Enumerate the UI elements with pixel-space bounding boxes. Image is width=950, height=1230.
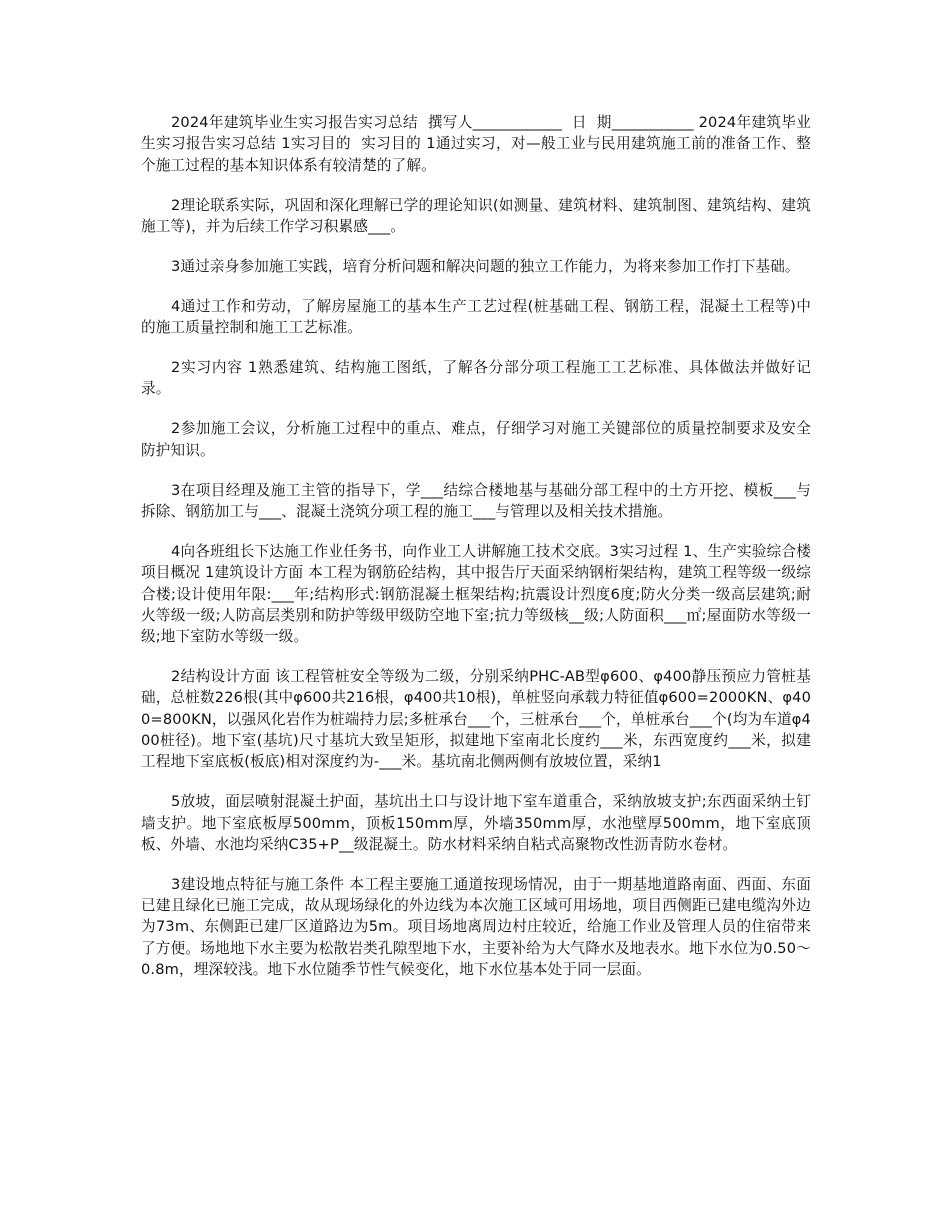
paragraph: 2结构设计方面 该工程管桩安全等级为二级，分别采纳PHC-AB型φ600、φ400静压预应力管桩基础，总桩数226根(其中φ600共216根，φ400共10根)，单桩竖向承载力特征值φ600=2000KN、φ400=800KN，以强风化岩作为桩端持力层;多桩承台___个，三桩承台___个，单桩承台___个(均为车道φ400桩径)。地下室(基坑)尺寸基坑大致呈矩形，拟建地下室南北长度约___米，东西宽度约___米，拟建工程地下室底板(板底)相对深度约为-___米。基坑南北侧两侧有放坡位置，采纳1 (141, 668, 811, 771)
paragraph: 2实习内容 1熟悉建筑、结构施工图纸，了解各分部分项工程施工工艺标准、具体做法并做好记录。 (141, 359, 811, 398)
paragraph: 3通过亲身参加施工实践，培育分析问题和解决问题的独立工作能力，为将来参加工作打下基础。 (171, 257, 800, 275)
paragraph-intro: 2024年建筑毕业生实习报告实习总结 撰写人____________ 日 期___________ 2024年建筑毕业生实习报告实习总结 1实习目的 实习目的 1通过实习，对—般工业与民用建筑施工前的准备工作、整个施工过程的基本知识体系有较清楚的了解。 (141, 114, 811, 174)
paragraph: 4向各班组长下达施工作业任务书，向作业工人讲解施工技术交底。3实习过程 1、生产实验综合楼项目概况 1建筑设计方面 本工程为钢筋砼结构，其中报告厅天面采纳钢桁架结构，建筑工程等级一级综合楼;设计使用年限:___年;结构形式:钢筋混凝土框架结构;抗震设计烈度6度;防火分类一级高层建筑;耐火等级一级;人防高层类别和防护等级甲级防空地下室;抗力等级核__级;人防面积___㎡;屋面防水等级一级;地下室防水等级一级。 (141, 542, 811, 646)
paragraph: 3在项目经理及施工主管的指导下，学___结综合楼地基与基础分部工程中的土方开挖、模板___与拆除、钢筋加工与___、混凝土浇筑分项工程的施工___与管理以及相关技术措施。 (141, 481, 811, 520)
document-body (141, 112, 811, 999)
paragraph: 5放坡，面层喷射混凝土护面，基坑出土口与设计地下室车道重合，采纳放坡支护;东西面采纳土钉墙支护。地下室底板厚500mm，顶板150mm厚，外墙350mm厚，水池壁厚500mm，地下室底顶板、外墙、水池均采纳C35+P__级混凝土。防水材料采纳自粘式高聚物改性沥青防水卷材。 (141, 793, 811, 853)
paragraph: 4通过工作和劳动，了解房屋施工的基本生产工艺过程(桩基础工程、钢筋工程，混凝土工程等)中的施工质量控制和施工工艺标准。 (141, 297, 811, 337)
paragraph: 2参加施工会议，分析施工过程中的重点、难点，仔细学习对施工关键部位的质量控制要求及安全防护知识。 (141, 420, 811, 459)
paragraph: 2理论联系实际，巩固和深化理解已学的理论知识(如测量、建筑材料、建筑制图、建筑结构、建筑施工等)，并为后续工作学习积累感___。 (141, 196, 811, 235)
paragraph: 3建设地点特征与施工条件 本工程主要施工通道按现场情况，由于一期基地道路南面、西面、东面已建且绿化已施工完成，故从现场绿化的外边线为本次施工区域可用场地，项目西侧距已建电缆沟外边为73m、东侧距已建厂区道路边为5m。项目场地离周边村庄较近，给施工作业及管理人员的住宿带来了方便。场地地下水主要为松散岩类孔隙型地下水，主要补给为大气降水及地表水。地下水位为0.50～0.8m，埋深较浅。地下水位随季节性气候变化，地下水位基本处于同一层面。 (141, 875, 811, 979)
